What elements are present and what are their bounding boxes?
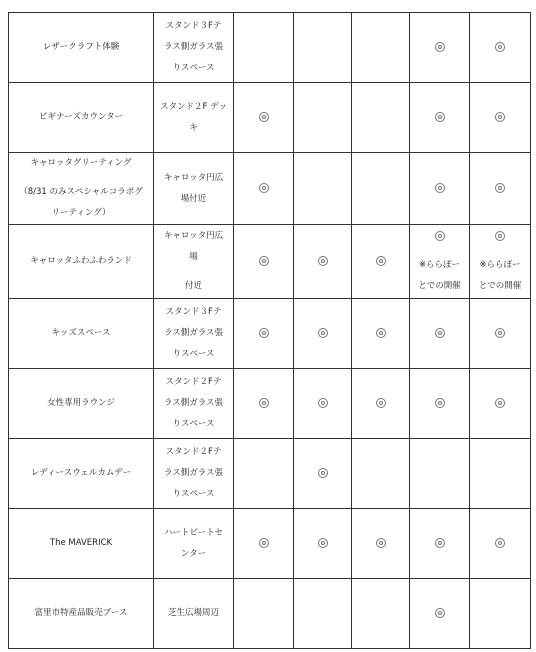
mark-line xyxy=(474,178,526,199)
double-circle-icon xyxy=(259,112,269,122)
event-name-cell xyxy=(9,13,154,83)
double-circle-icon xyxy=(495,538,505,548)
event-name-cell xyxy=(9,83,154,153)
location-cell xyxy=(154,439,234,509)
text-line: ※ららぽー xyxy=(418,260,461,270)
mark-line xyxy=(414,178,465,199)
text-line: キャロッタ円広 xyxy=(163,231,224,241)
event-name-cell xyxy=(9,225,154,299)
day-cell xyxy=(294,225,352,299)
day-cell xyxy=(294,439,352,509)
event-name-cell xyxy=(9,439,154,509)
mark-line xyxy=(414,37,465,58)
mark-line xyxy=(238,178,289,199)
text-line: スタンド３Fテ xyxy=(165,307,222,317)
text-line: （8/31 のみスペシャルコラボグ xyxy=(19,187,143,197)
day-cell xyxy=(352,299,410,369)
double-circle-icon xyxy=(495,328,505,338)
text-line: 富里市特産品販売ブース xyxy=(34,608,128,618)
mark-line xyxy=(414,603,465,624)
text-line: 場付近 xyxy=(180,193,207,204)
double-circle-icon xyxy=(318,468,328,478)
day-cell xyxy=(470,153,531,225)
mark-line xyxy=(474,393,526,414)
double-circle-icon xyxy=(376,328,386,338)
mark-line xyxy=(238,323,289,344)
location-cell xyxy=(154,13,234,83)
table-row xyxy=(9,369,531,439)
mark-line xyxy=(298,323,347,344)
text-line: 付近 xyxy=(184,281,202,291)
double-circle-icon xyxy=(259,183,269,193)
day-cell xyxy=(234,299,294,369)
text-line: ハートビートセ xyxy=(164,527,223,538)
event-name-cell xyxy=(9,579,154,649)
mark-line xyxy=(414,226,465,247)
mark-line xyxy=(356,323,405,344)
location-cell xyxy=(154,153,234,225)
mark-line xyxy=(238,251,289,272)
text-line: リーティング） xyxy=(51,208,111,218)
table-row xyxy=(9,509,531,579)
line-gap xyxy=(13,174,149,182)
day-cell xyxy=(410,579,470,649)
location-cell xyxy=(154,299,234,369)
double-circle-icon xyxy=(435,538,445,548)
text-line: キ xyxy=(189,122,198,133)
double-circle-icon xyxy=(435,42,445,52)
line-gap xyxy=(474,247,526,255)
day-cell xyxy=(234,225,294,299)
day-cell xyxy=(470,369,531,439)
table-row xyxy=(9,299,531,369)
day-cell xyxy=(352,369,410,439)
day-cell xyxy=(352,225,410,299)
day-cell xyxy=(294,369,352,439)
text-line: スタンド２Fテ xyxy=(165,447,222,457)
line-gap xyxy=(414,247,465,255)
day-cell xyxy=(294,579,352,649)
text-line: スタンド２Fテ xyxy=(165,377,222,387)
day-cell xyxy=(470,83,531,153)
location-cell xyxy=(154,225,234,299)
text-line: キャロッタグリーティング xyxy=(30,158,132,168)
location-cell xyxy=(154,509,234,579)
day-cell xyxy=(410,439,470,509)
table-row xyxy=(9,225,531,299)
event-name-cell xyxy=(9,509,154,579)
day-cell xyxy=(294,299,352,369)
double-circle-icon xyxy=(259,328,269,338)
table-row xyxy=(9,153,531,225)
day-cell xyxy=(410,369,470,439)
day-cell xyxy=(410,83,470,153)
double-circle-icon xyxy=(435,112,445,122)
double-circle-icon xyxy=(495,112,505,122)
mark-line xyxy=(474,226,526,247)
day-cell xyxy=(470,439,531,509)
double-circle-icon xyxy=(435,183,445,193)
text-line: ビギナーズカウンター xyxy=(38,112,124,122)
text-line: 女性専用ラウンジ xyxy=(47,398,115,408)
text-line: レザークラフト体験 xyxy=(42,42,120,52)
text-line: レディースウェルカムデー xyxy=(30,468,132,478)
mark-line xyxy=(298,393,347,414)
text-line: スタンド３Fテ xyxy=(165,21,222,31)
event-schedule-table xyxy=(8,12,531,649)
text-line: ※ららぽー xyxy=(479,260,521,270)
mark-line xyxy=(414,393,465,414)
double-circle-icon xyxy=(435,398,445,408)
text-line: キッズスペース xyxy=(51,328,111,338)
double-circle-icon xyxy=(435,231,445,241)
day-cell xyxy=(352,83,410,153)
double-circle-icon xyxy=(495,398,505,408)
mark-line xyxy=(414,533,465,554)
day-cell xyxy=(470,579,531,649)
day-cell xyxy=(234,13,294,83)
day-cell xyxy=(234,509,294,579)
day-cell xyxy=(410,509,470,579)
table-row xyxy=(9,439,531,509)
mark-line xyxy=(356,251,405,272)
text-line: ラス側ガラス張 xyxy=(164,328,223,338)
mark-line xyxy=(474,37,526,58)
event-name-cell xyxy=(9,153,154,225)
double-circle-icon xyxy=(376,538,386,548)
double-circle-icon xyxy=(259,538,269,548)
mark-line xyxy=(356,533,405,554)
day-cell xyxy=(294,509,352,579)
day-cell xyxy=(352,13,410,83)
day-cell xyxy=(470,299,531,369)
day-cell xyxy=(410,225,470,299)
day-cell xyxy=(234,579,294,649)
mark-line xyxy=(356,393,405,414)
location-cell xyxy=(154,579,234,649)
day-cell xyxy=(352,439,410,509)
location-cell xyxy=(154,83,234,153)
text-line: りスペース xyxy=(172,349,215,359)
double-circle-icon xyxy=(376,256,386,266)
double-circle-icon xyxy=(435,328,445,338)
day-cell xyxy=(410,299,470,369)
mark-line xyxy=(238,533,289,554)
double-circle-icon xyxy=(495,183,505,193)
mark-line xyxy=(414,323,465,344)
day-cell xyxy=(410,13,470,83)
day-cell xyxy=(352,509,410,579)
mark-line xyxy=(298,463,347,484)
day-cell xyxy=(470,509,531,579)
day-cell xyxy=(294,153,352,225)
mark-line xyxy=(474,323,526,344)
text-line: りスペース xyxy=(172,419,215,429)
text-line: キャロッタふわふわランド xyxy=(30,256,132,266)
table-body xyxy=(9,13,531,649)
day-cell xyxy=(294,13,352,83)
table-row xyxy=(9,579,531,649)
day-cell xyxy=(234,83,294,153)
event-name-cell xyxy=(9,299,154,369)
table-row xyxy=(9,83,531,153)
day-cell xyxy=(410,153,470,225)
mark-line xyxy=(298,251,347,272)
double-circle-icon xyxy=(259,398,269,408)
double-circle-icon xyxy=(495,231,505,241)
event-name-cell xyxy=(9,369,154,439)
text-line: ラス側ガラス張 xyxy=(164,42,223,52)
double-circle-icon xyxy=(435,608,445,618)
day-cell xyxy=(294,83,352,153)
text-line: とでの開催 xyxy=(418,281,461,291)
double-circle-icon xyxy=(259,256,269,266)
mark-line xyxy=(474,107,526,128)
text-line: キャロッタ円広 xyxy=(163,172,224,183)
double-circle-icon xyxy=(318,398,328,408)
double-circle-icon xyxy=(318,328,328,338)
line-gap xyxy=(158,268,229,276)
day-cell xyxy=(234,153,294,225)
mark-line xyxy=(298,533,347,554)
text-line: りスペース xyxy=(172,489,215,499)
double-circle-icon xyxy=(318,538,328,548)
text-line: とでの開催 xyxy=(478,281,522,291)
double-circle-icon xyxy=(376,398,386,408)
text-line: りスペース xyxy=(172,63,215,73)
table-row xyxy=(9,13,531,83)
text-line: スタンド２F デッ xyxy=(160,101,227,112)
mark-line xyxy=(238,393,289,414)
day-cell xyxy=(352,153,410,225)
text-line: ラス側ガラス張 xyxy=(164,468,223,478)
text-line: The MAVERICK xyxy=(49,538,113,548)
text-line: ラス側ガラス張 xyxy=(164,398,223,408)
double-circle-icon xyxy=(495,42,505,52)
mark-line xyxy=(238,107,289,128)
day-cell xyxy=(352,579,410,649)
text-line: 芝生広場周辺 xyxy=(167,608,219,618)
day-cell xyxy=(234,369,294,439)
location-cell xyxy=(154,369,234,439)
mark-line xyxy=(474,533,526,554)
mark-line xyxy=(414,107,465,128)
day-cell xyxy=(234,439,294,509)
text-line: ンター xyxy=(180,548,207,559)
text-line: 場 xyxy=(189,252,198,262)
day-cell xyxy=(470,225,531,299)
day-cell xyxy=(470,13,531,83)
double-circle-icon xyxy=(318,256,328,266)
